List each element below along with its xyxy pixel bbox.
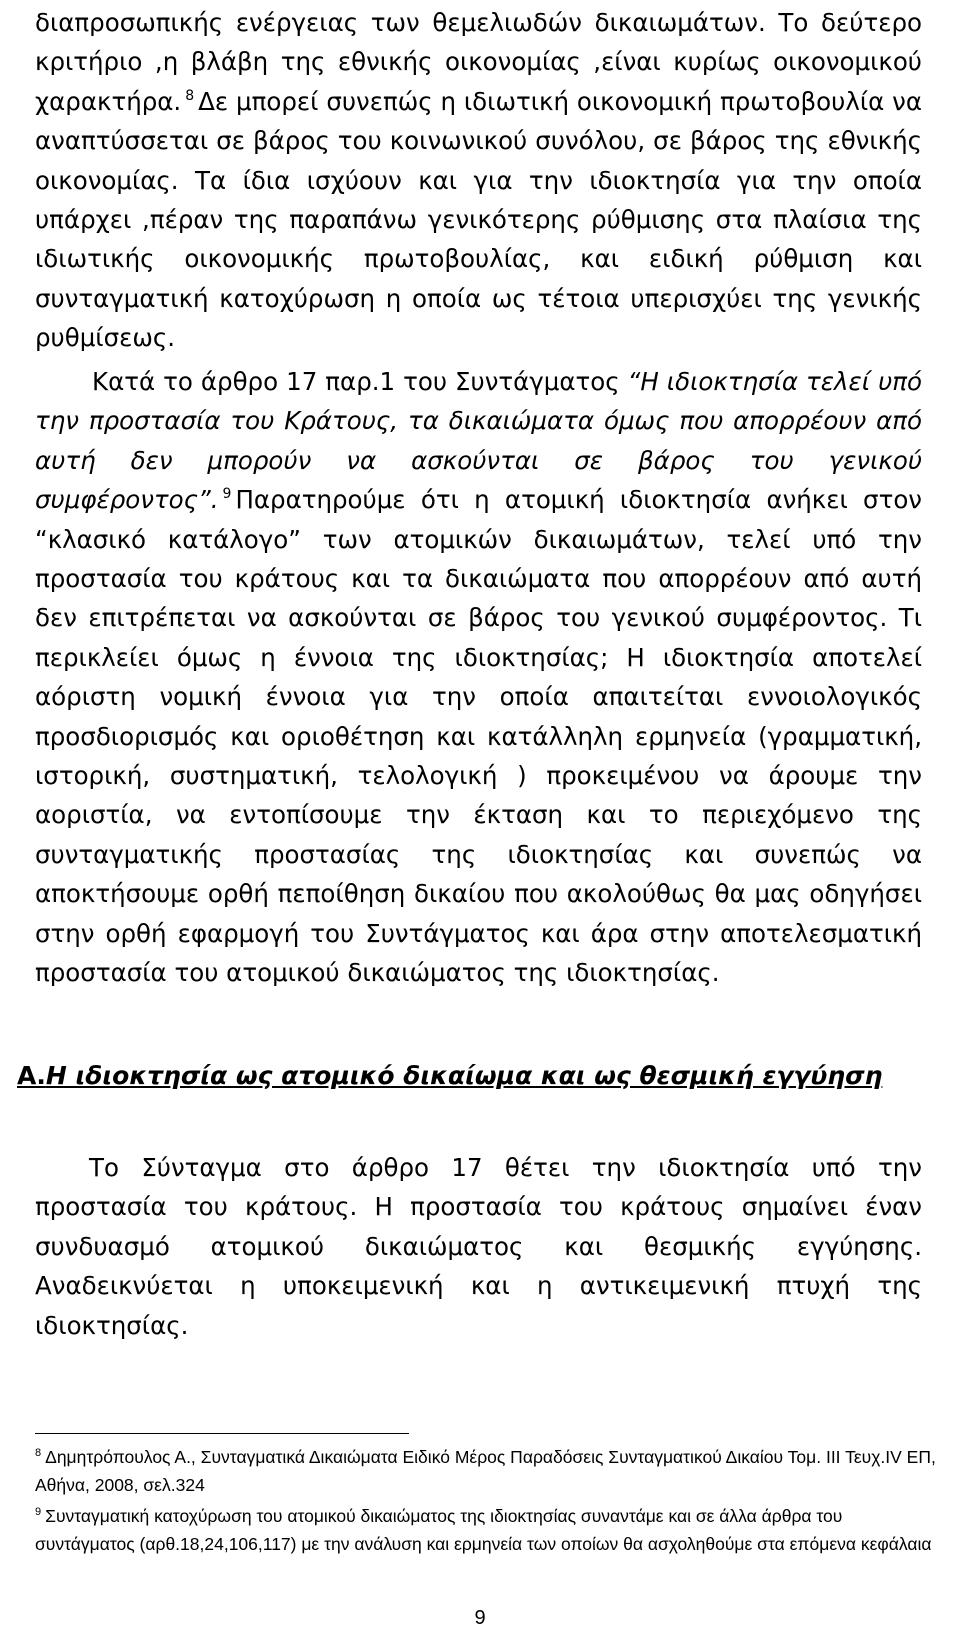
section-heading (17, 1061, 882, 1090)
paragraph-2-intro: Κατά το άρθρο 17 παρ.1 του Συντάγματος (92, 367, 620, 396)
footnote-text: Συνταγματική κατοχύρωση του ατομικού δικαιώματος της ιδιοκτησίας συναντάμε και σε άλλα άρθρα του συντάγματος (αρθ.18,24,106,117) με την ανάλυση και ερμηνεία των οποίων θα ασχοληθούμε στα επόμενα κεφάλαια (35, 1506, 932, 1554)
paragraph-1-text-b: Δε μπορεί συνεπώς η ιδιωτική οικονομική πρωτοβουλία να αναπτύσσεται σε βάρος του κοινωνικού συνόλου, σε βάρος της εθνικής οικονομίας. Τα ίδια ισχύουν και για την ιδιοκτησία για την οποία υπάρχει ,πέραν της παραπάνω γενικότερης ρύθμισης στα πλαίσια της ιδιωτικής οικονομικής πρωτοβουλίας, και ειδική ρύθμιση και συνταγματική κατοχύρωση η οποία ως τέτοια υπερισχύει της γενικής ρυθμίσεως. (35, 86, 922, 353)
page-number: 9 (474, 1607, 486, 1629)
body-paragraph-3: Το Σύνταγμα στο άρθρο 17 θέτει την ιδιοκτησία υπό την προστασία του κράτους. Η προστασία του κράτους σημαίνει έναν συνδυασμό ατομικού δικαιώματος και θεσμικής εγγύησης. Αναδεικνύεται η υποκειμενική και η αντικειμενική πτυχή της ιδιοκτησίας. (35, 1153, 922, 1340)
body-paragraph-2 (35, 362, 922, 993)
paragraph-1-text-a: διαπροσωπικής ενέργειας των θεμελιωδών δικαιωμάτων. Το δεύτερο κριτήριο ,η βλάβη της εθνικής οικονομίας ,είναι κυρίως οικονομικού χαρακτήρα. (35, 8, 922, 116)
section-heading-title: Η ιδιοκτησία ως ατομικό δικαίωμα και ως θεσμική εγγύηση (45, 1061, 883, 1090)
footnote-text: Δημητρόπουλος Α., Συνταγματικά Δικαιώματα Ειδικό Μέρος Παραδόσεις Συνταγματικού Δικαίου Τομ. ΙΙΙ Τευχ.IV ΕΠ, Αθήνα, 2008, σελ.324 (35, 1447, 936, 1495)
body-paragraph-1 (35, 3, 922, 358)
footnote-9 (35, 1503, 940, 1558)
paragraph-2-text: Παρατηρούμε ότι η ατομική ιδιοκτησία ανήκει στον “κλασικό κατάλογο” των ατομικών δικαιωμάτων, τελεί υπό την προστασία του κράτους και τα δικαιώματα που απορρέουν από αυτή δεν επιτρέπεται να ασκούνται σε βάρος του γενικού συμφέροντος. Τι περικλείει όμως η έννοια της ιδιοκτησίας; Η ιδιοκτησία αποτελεί αόριστη νομική έννοια για την οποία απαιτείται εννοιολογικός προσδιορισμός και οριοθέτηση και κατάλληλη ερμηνεία (γραμματική, ιστορική, συστηματική, τελολογική ) προκειμένου να άρουμε την αοριστία, να εντοπίσουμε την έκταση και το περιεχόμενο της συνταγματικής προστασίας της ιδιοκτησίας και συνεπώς να αποκτήσουμε ορθή πεποίθηση δικαίου που ακολούθως θα μας οδηγήσει στην ορθή εφαρμογή του Συντάγματος και άρα στην αποτελεσματική προστασία του ατομικού δικαιώματος της ιδιοκτησίας. (35, 485, 922, 988)
section-heading-letter: Α. (17, 1061, 46, 1090)
footnotes (35, 1444, 940, 1562)
footnote-8 (35, 1444, 940, 1499)
footnote-number: 8 (35, 1447, 42, 1459)
constitution-quote: “Η ιδιοκτησία τελεί υπό την προστασία του Κράτους, τα δικαιώματα όμως που απορρέουν από αυτή δεν μπορούν να ασκούνται σε βάρος του γενικού συμφέροντος”. (35, 367, 922, 515)
footnote-separator (35, 1433, 409, 1434)
footnote-ref-8[interactable]: 8 (185, 87, 195, 104)
footnote-number: 9 (35, 1506, 42, 1518)
footnote-ref-9[interactable]: 9 (222, 486, 232, 503)
